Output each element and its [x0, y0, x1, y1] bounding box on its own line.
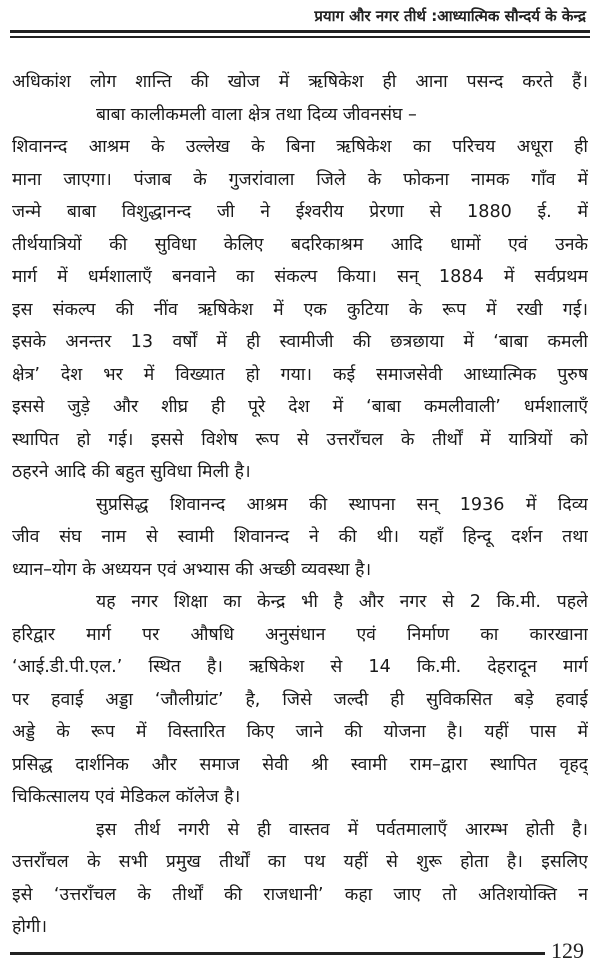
text-line: जन्मे बाबा विशुद्धानन्द जी ने ईश्वरीय प्रेरणा से 1880 ई. में	[12, 202, 588, 222]
text-line: यह नगर शिक्षा का केन्द्र भी है और नगर से 2 कि.मी. पहले	[96, 592, 588, 612]
text-line: बाबा कालीकमली वाला क्षेत्र तथा दिव्य जीवनसंघ –	[96, 104, 417, 125]
text-line: इसके अनन्तर 13 वर्षों में ही स्वामीजी की छत्रछाया में ‘बाबा कमली	[12, 332, 588, 352]
text-line: स्थापित हो गई। इससे विशेष रूप से उत्तराँचल के तीर्थों में यात्रियों को	[12, 429, 588, 450]
text-line: शिवानन्द आश्रम के उल्लेख के बिना ऋषिकेश का परिचय अधूरा ही	[12, 137, 588, 157]
text-line: इस तीर्थ नगरी से ही वास्तव में पर्वतमालाएँ आरम्भ होती है।	[96, 819, 588, 840]
page-header-title: प्रयाग और नगर तीर्थ :आध्यात्मिक सौन्दर्य के केन्द्र	[314, 7, 586, 25]
footer-rule	[10, 952, 545, 955]
text-line: जीव संघ नाम से स्वामी शिवानन्द ने की थी। यहाँ हिन्दू दर्शन तथा	[12, 527, 588, 547]
text-line: इसे ‘उत्तराँचल के तीर्थों की राजधानी’ कहा जाए तो अतिशयोक्ति न	[12, 884, 588, 905]
text-line: हरिद्वार मार्ग पर औषधि अनुसंधान एवं निर्माण का कारखाना	[12, 624, 588, 645]
text-line: इससे जुड़े और शीघ्र ही पूरे देश में ‘बाबा कमलीवाली’ धर्मशालाएँ	[12, 397, 588, 417]
text-line: होगी।	[12, 917, 48, 937]
text-line: इस संकल्प की नींव ऋषिकेश में एक कुटिया के रूप में रखी गई।	[12, 299, 588, 320]
text-line: प्रसिद्ध दार्शनिक और समाज सेवी श्री स्वामी राम–द्वारा स्थापित वृहद्	[12, 754, 588, 775]
header-rule-thick	[10, 30, 590, 33]
text-line: माना जाएगा। पंजाब के गुजरांवाला जिले के फोकना नामक गाँव में	[12, 169, 588, 190]
body-text	[12, 66, 588, 944]
text-line: चिकित्सालय एवं मेडिकल कॉलेज है।	[12, 787, 241, 807]
header-rule-thin	[10, 36, 590, 38]
text-line: तीर्थयात्रियों की सुविधा केलिए बदरिकाश्रम आदि धामों एवं उनके	[12, 234, 588, 255]
text-line: ठहरने आदि की बहुत सुविधा मिली है।	[12, 462, 251, 482]
text-line: क्षेत्र’ देश भर में विख्यात हो गया। कई समाजसेवी आध्यात्मिक पुरुष	[12, 364, 588, 385]
text-line: अधिकांश लोग शान्ति की खोज में ऋषिकेश ही आना पसन्द करते हैं।	[12, 72, 588, 92]
text-line: उत्तराँचल के सभी प्रमुख तीर्थों का पथ यहीं से शुरू होता है। इसलिए	[12, 852, 588, 872]
text-line: अड्डे के रूप में विस्तारित किए जाने की योजना है। यहीं पास में	[12, 722, 588, 742]
page-number: 129	[551, 938, 584, 963]
text-line: पर हवाई अड्डा ‘जौलीग्रांट’ है, जिसे जल्दी ही सुविकसित बड़े हवाई	[12, 689, 588, 710]
text-line: मार्ग में धर्मशालाएँ बनवाने का संकल्प किया। सन् 1884 में सर्वप्रथम	[12, 267, 588, 287]
text-line: सुप्रसिद्ध शिवानन्द आश्रम की स्थापना सन् 1936 में दिव्य	[96, 494, 588, 515]
text-line: ध्यान–योग के अध्ययन एवं अभ्यास की अच्छी व्यवस्था है।	[12, 559, 372, 580]
text-line: ‘आई.डी.पी.एल.’ स्थित है। ऋषिकेश से 14 कि.मी. देहरादून मार्ग	[12, 657, 588, 677]
